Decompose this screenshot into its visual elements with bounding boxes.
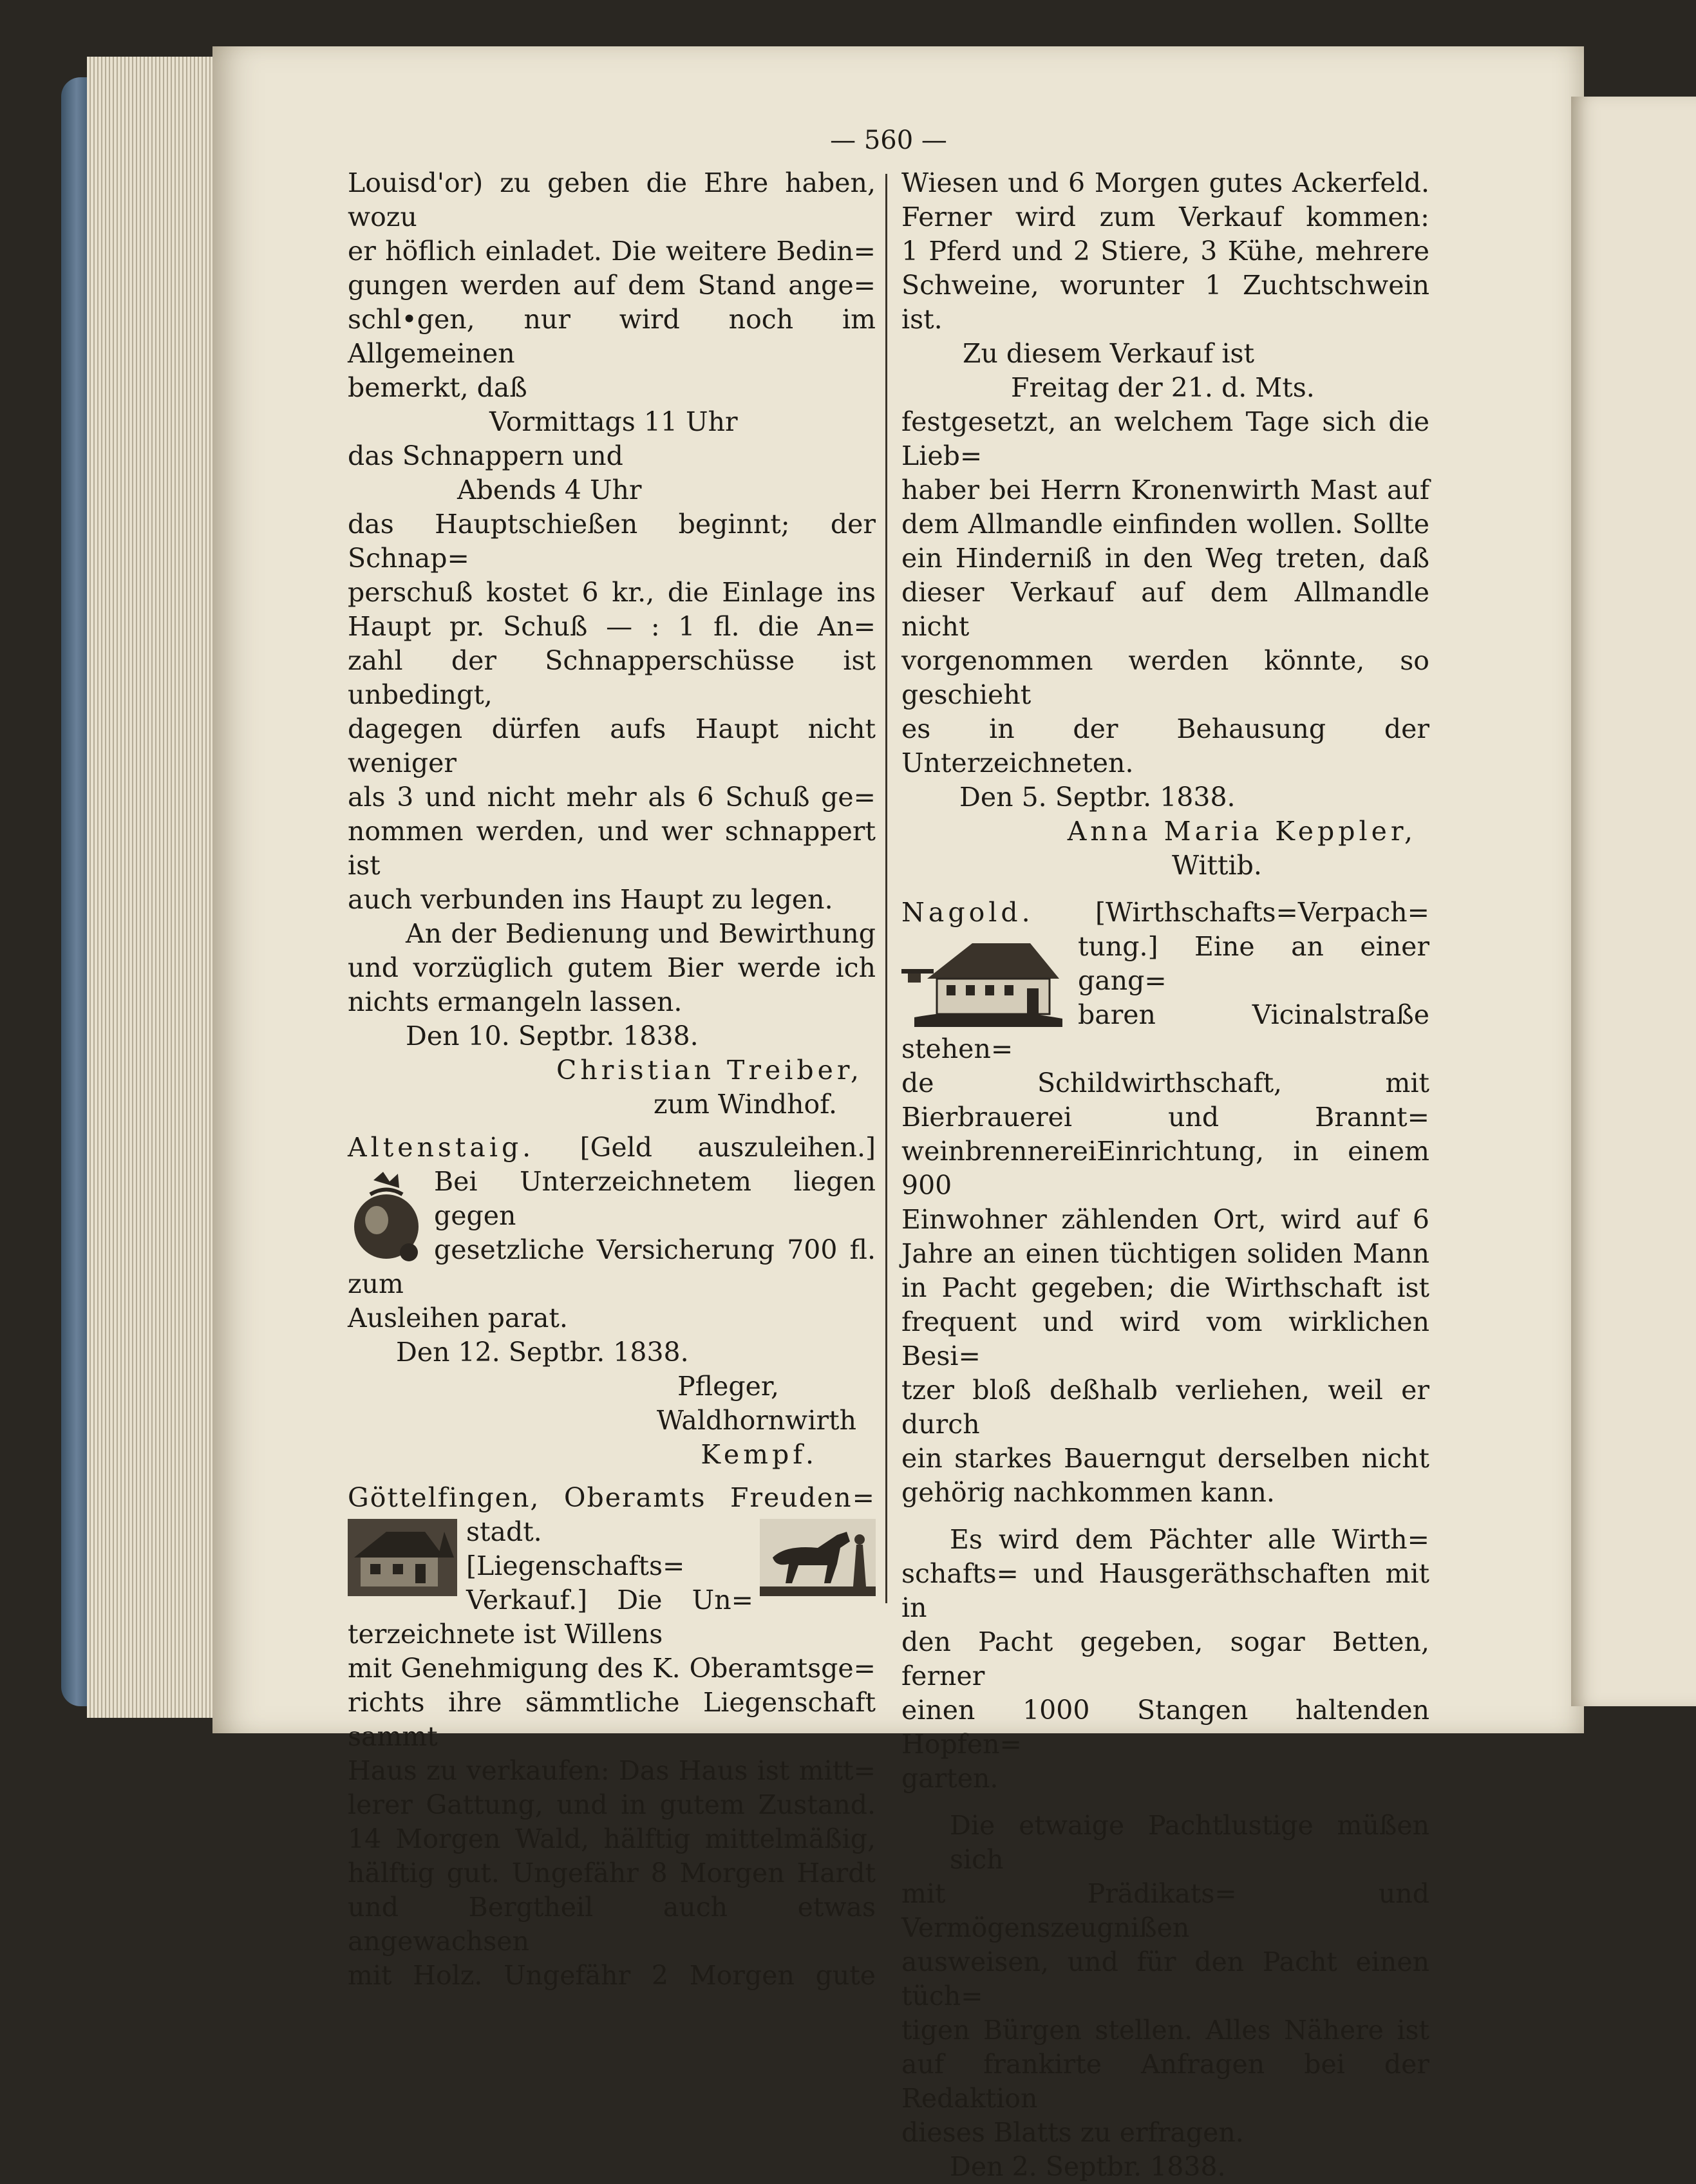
ad-block-goettelfingen <box>348 1515 876 1652</box>
inn-building-woodcut-icon <box>901 934 1069 1030</box>
text-line: Bei Unterzeichnetem liegen gegen <box>434 1166 876 1231</box>
text-line: Schweine, worunter 1 Zuchtschwein ist. <box>901 270 1429 335</box>
signature-line: Kempf. <box>701 1439 818 1470</box>
text-line: gehörig nachkommen kann. <box>901 1477 1275 1508</box>
text-line: mit Genehmigung des K. Oberamtsge= <box>348 1653 876 1684</box>
text-line: dagegen dürfen aufs Haupt nicht weniger <box>348 713 876 778</box>
text-line: Wiesen und 6 Morgen gutes Ackerfeld. <box>901 167 1429 198</box>
text-line: und Bergtheil auch etwas angewachsen <box>348 1892 876 1957</box>
text-line: tigen Bürgen stellen. Alles Nähere ist <box>901 2015 1429 2046</box>
text-line: lerer Gattung, und in gutem Zustand. <box>348 1789 876 1820</box>
ad-title: [Wirthschafts=Verpach= <box>1095 897 1429 928</box>
text-line: garten. <box>901 1763 999 1794</box>
text-line: ein Hinderniß in den Weg treten, daß <box>901 543 1429 574</box>
signature-name: Christian Treiber, <box>556 1055 863 1086</box>
text-line: einen 1000 Stangen haltenden Hopfen= <box>901 1695 1429 1760</box>
date-line: Den 5. Septbr. 1838. <box>959 782 1236 813</box>
text-line: richts ihre sämmtliche Liegenschaft sammt <box>348 1687 876 1752</box>
text-line: mit Holz. Ungefähr 2 Morgen gute <box>348 1960 876 1991</box>
page-number: — 560 — <box>830 126 947 155</box>
time-line: Vormittags 11 Uhr <box>489 406 738 437</box>
date-line: Den 12. Septbr. 1838. <box>396 1337 689 1368</box>
signature-place: zum Windhof. <box>654 1089 837 1120</box>
ad-title: [Geld auszuleihen.] <box>579 1132 876 1163</box>
text-line: gungen werden auf dem Stand ange= <box>348 270 876 301</box>
next-page-edge <box>1571 97 1696 1706</box>
text-line: ein starkes Bauerngut derselben nicht <box>901 1443 1429 1474</box>
text-line: ausweisen, und für den Pacht einen tüch= <box>901 1946 1429 2011</box>
text-line: frequent und wird vom wirklichen Besi= <box>901 1306 1429 1371</box>
money-bag-woodcut-icon <box>348 1169 425 1265</box>
text-line: in Pacht gegeben; die Wirthschaft ist <box>901 1272 1429 1303</box>
text-line: Haus zu verkaufen: Das Haus ist mitt= <box>348 1755 876 1786</box>
text-line: Einwohner zählenden Ort, wird auf 6 <box>901 1204 1429 1235</box>
text-line: dieses Blatts zu erfragen. <box>901 2117 1244 2148</box>
text-line: An der Bedienung und Bewirthung <box>406 918 876 949</box>
signature-name: Anna Maria Keppler, <box>1067 816 1417 847</box>
signature-line: Pfleger, <box>677 1371 779 1402</box>
text-line: Verkauf.] Die Un= <box>466 1585 753 1615</box>
text-line: 14 Morgen Wald, hälftig mittelmäßig, <box>348 1823 876 1854</box>
text-line: de Schildwirthschaft, mit <box>901 1068 1429 1098</box>
text-line: als 3 und nicht mehr als 6 Schuß ge= <box>348 782 876 813</box>
text-line: Es wird dem Pächter alle Wirth= <box>950 1524 1429 1555</box>
ad-heading: Göttelfingen, Oberamts Freuden= <box>348 1482 876 1513</box>
text-line: Ausleihen parat. <box>348 1303 568 1333</box>
text-line: Ferner wird zum Verkauf kommen: <box>901 202 1429 232</box>
text-line: das Schnappern und <box>348 440 623 471</box>
farmhouse-woodcut-icon <box>348 1519 457 1596</box>
text-line: hälftig gut. Ungefähr 8 Morgen Hardt <box>348 1858 876 1888</box>
text-line: stadt. [Liegenschafts= <box>466 1516 685 1581</box>
ad-heading <box>348 1131 876 1165</box>
text-line: es in der Behausung der Unterzeichneten. <box>901 713 1429 778</box>
text-line: dieser Verkauf auf dem Allmandle nicht <box>901 577 1429 642</box>
text-line: er höflich einladet. Die weitere Bedin= <box>348 236 876 267</box>
text-line: tung.] Eine an einer gang= <box>1078 931 1429 996</box>
text-line: schl•gen, nur wird noch im Allgemeinen <box>348 304 876 369</box>
ad-location: Nagold. <box>901 897 1034 928</box>
time-line: Abends 4 Uhr <box>457 475 642 505</box>
text-line: Louisd'or) zu geben die Ehre haben, wozu <box>348 167 876 232</box>
date-line: Den 10. Septbr. 1838. <box>406 1021 699 1051</box>
text-line: Die etwaige Pachtlustige müßen sich <box>950 1810 1429 1875</box>
text-line: festgesetzt, an welchem Tage sich die Lieb= <box>901 406 1429 471</box>
text-line: gesetzliche Versicherung 700 fl. zum <box>348 1234 876 1299</box>
text-line: nichts ermangeln lassen. <box>348 986 683 1017</box>
text-line: schafts= und Hausgeräthschaften mit in <box>901 1558 1429 1623</box>
text-line: haber bei Herrn Kronenwirth Mast auf <box>901 475 1429 505</box>
text-line: tzer bloß deßhalb verliehen, weil er durch <box>901 1375 1429 1440</box>
text-line: das Hauptschießen beginnt; der Schnap= <box>348 509 876 574</box>
text-line: Freitag der 21. d. Mts. <box>1011 372 1315 403</box>
text-line: den Pacht gegeben, sogar Betten, ferner <box>901 1626 1429 1691</box>
text-line: auch verbunden ins Haupt zu legen. <box>348 884 833 915</box>
text-line: bemerkt, daß <box>348 372 527 403</box>
text-line: dem Allmandle einfinden wollen. Sollte <box>901 509 1429 540</box>
right-column <box>901 166 1429 2184</box>
text-line: auf frankirte Anfragen bei der Redaktion <box>901 2049 1429 2114</box>
text-line: 1 Pferd und 2 Stiere, 3 Kühe, mehrere <box>901 236 1429 267</box>
date-line: Den 2. Septbr. 1838. <box>950 2151 1226 2182</box>
left-column <box>348 166 876 1993</box>
signature-line: Waldhornwirth <box>656 1405 856 1436</box>
text-line: perschuß kostet 6 kr., die Einlage ins <box>348 577 876 608</box>
text-line: Haupt pr. Schuß — : 1 fl. die An= <box>348 611 876 642</box>
horse-woodcut-icon <box>760 1519 876 1596</box>
text-line: zahl der Schnapperschüsse ist unbedingt, <box>348 645 876 710</box>
text-line: Zu diesem Verkauf ist <box>963 338 1255 369</box>
text-line: vorgenommen werden könnte, so geschieht <box>901 645 1429 710</box>
ad-block-altenstaig <box>348 1165 876 1335</box>
ad-block-nagold <box>901 930 1429 1134</box>
text-line: und vorzüglich gutem Bier werde ich <box>348 952 876 983</box>
signature-title: Wittib. <box>1172 850 1262 881</box>
text-line: mit Prädikats= und Vermögenszeugnißen <box>901 1878 1429 1943</box>
ad-location: Altenstaig. <box>348 1132 535 1163</box>
column-divider <box>885 174 887 1603</box>
text-line: nommen werden, und wer schnappert ist <box>348 816 876 881</box>
text-line: weinbrennereiEinrichtung, in einem 900 <box>901 1136 1429 1201</box>
ad-heading <box>901 896 1429 930</box>
text-line: Jahre an einen tüchtigen soliden Mann <box>901 1238 1429 1269</box>
text-line: baren Vicinalstraße stehen= <box>901 999 1429 1064</box>
text-line: terzeichnete ist Willens <box>348 1619 663 1650</box>
text-line: Bierbrauerei und Brannt= <box>901 1102 1429 1133</box>
